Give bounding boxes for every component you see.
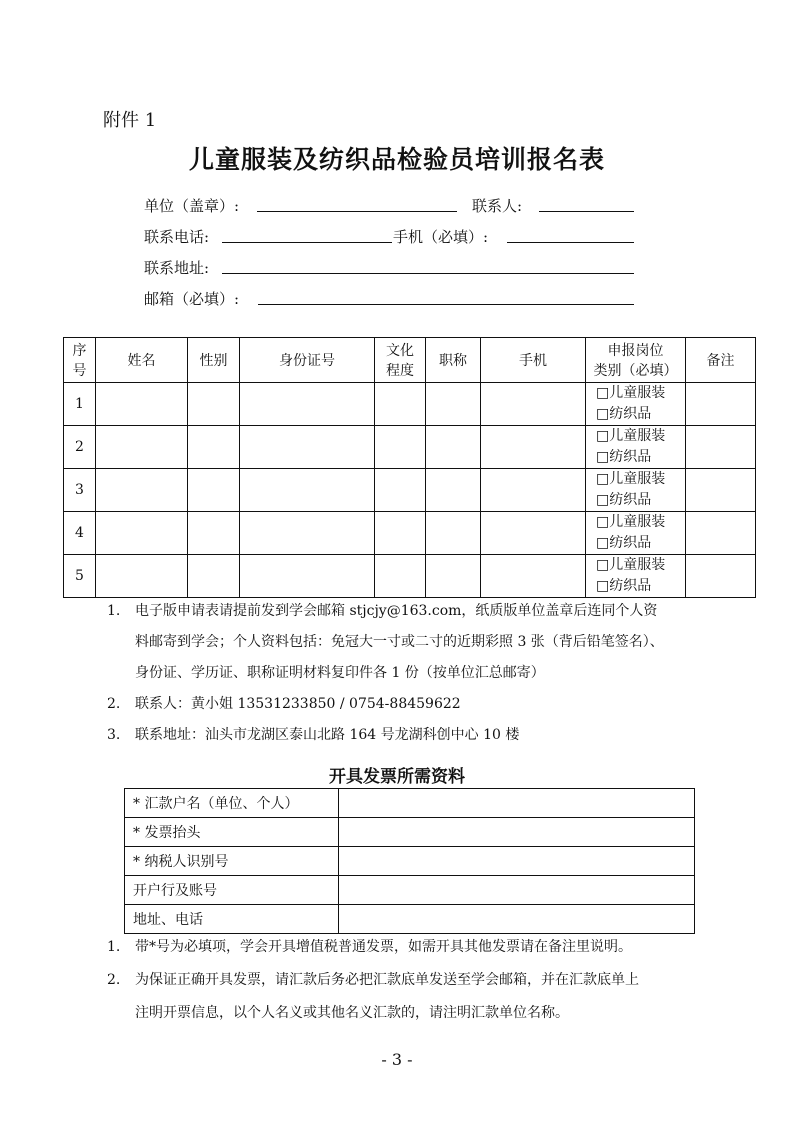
remark-cell[interactable]	[686, 469, 756, 512]
list-item	[107, 720, 767, 751]
contact-field[interactable]	[539, 211, 634, 212]
option-childrens-clothing[interactable]: □儿童服装	[596, 385, 666, 401]
id-number-cell[interactable]	[240, 512, 375, 555]
note-line: 为保证正确开具发票，请汇款后务必把汇款底单发送至学会邮箱，并在汇款底单上	[135, 972, 639, 988]
header-id-number: 身份证号	[240, 338, 375, 383]
note-number: 3.	[107, 727, 121, 743]
name-cell[interactable]	[96, 555, 188, 598]
title-cell[interactable]	[426, 383, 481, 426]
education-cell[interactable]	[375, 555, 426, 598]
gender-cell[interactable]	[188, 426, 240, 469]
note-number: 1.	[107, 603, 121, 619]
education-cell[interactable]	[375, 512, 426, 555]
address-field[interactable]	[222, 273, 634, 274]
invoice-value-cell[interactable]	[339, 876, 695, 905]
option-textiles[interactable]: □纺织品	[596, 535, 652, 551]
option-textiles[interactable]: □纺织品	[596, 406, 652, 422]
row-seq: 2	[64, 426, 96, 469]
page-number: - 3 -	[381, 1050, 413, 1069]
note-line: 联系人：黄小姐 13531233850 / 0754-88459622	[135, 696, 461, 712]
contact-label: 联系人:	[472, 197, 523, 215]
table-row	[64, 555, 756, 598]
gender-cell[interactable]	[188, 469, 240, 512]
list-item	[107, 596, 767, 689]
id-number-cell[interactable]	[240, 469, 375, 512]
page-title: 儿童服装及纺织品检验员培训报名表	[188, 145, 605, 174]
post-options	[586, 383, 686, 426]
id-number-cell[interactable]	[240, 426, 375, 469]
name-cell[interactable]	[96, 426, 188, 469]
invoice-label: 地址、电话	[125, 905, 339, 934]
name-cell[interactable]	[96, 512, 188, 555]
row-seq: 5	[64, 555, 96, 598]
invoice-value-cell[interactable]	[339, 818, 695, 847]
invoice-label: 开户行及账号	[125, 876, 339, 905]
mobile-cell[interactable]	[481, 426, 586, 469]
invoice-notes	[107, 931, 767, 1030]
header-seq: 序 号	[64, 338, 96, 383]
education-cell[interactable]	[375, 469, 426, 512]
education-cell[interactable]	[375, 426, 426, 469]
invoice-title: 开具发票所需资料	[329, 767, 465, 787]
invoice-label: * 纳税人识别号	[125, 847, 339, 876]
id-number-cell[interactable]	[240, 555, 375, 598]
registration-notes	[107, 596, 767, 751]
mobile-cell[interactable]	[481, 383, 586, 426]
header-gender: 性别	[188, 338, 240, 383]
note-line: 电子版申请表请提前发到学会邮箱 stjcjy@163.com，纸质版单位盖章后连同个人资	[135, 603, 658, 619]
name-cell[interactable]	[96, 469, 188, 512]
header-mobile: 手机	[481, 338, 586, 383]
phone-label: 联系电话:	[144, 228, 210, 246]
remark-cell[interactable]	[686, 426, 756, 469]
option-childrens-clothing[interactable]: □儿童服装	[596, 514, 666, 530]
option-textiles[interactable]: □纺织品	[596, 492, 652, 508]
table-row	[125, 847, 695, 876]
post-options	[586, 426, 686, 469]
remark-cell[interactable]	[686, 512, 756, 555]
table-row	[64, 383, 756, 426]
header-remark: 备注	[686, 338, 756, 383]
email-field[interactable]	[258, 304, 634, 305]
row-seq: 4	[64, 512, 96, 555]
unit-label: 单位（盖章）:	[144, 197, 240, 215]
invoice-label: * 发票抬头	[125, 818, 339, 847]
id-number-cell[interactable]	[240, 383, 375, 426]
header-education: 文化 程度	[375, 338, 426, 383]
option-childrens-clothing[interactable]: □儿童服装	[596, 557, 666, 573]
table-row	[125, 818, 695, 847]
registration-table	[63, 337, 756, 598]
invoice-value-cell[interactable]	[339, 789, 695, 818]
row-seq: 3	[64, 469, 96, 512]
header-name: 姓名	[96, 338, 188, 383]
table-row	[125, 789, 695, 818]
table-row	[125, 905, 695, 934]
row-seq: 1	[64, 383, 96, 426]
gender-cell[interactable]	[188, 383, 240, 426]
education-cell[interactable]	[375, 383, 426, 426]
phone-field[interactable]	[222, 242, 392, 243]
title-cell[interactable]	[426, 469, 481, 512]
gender-cell[interactable]	[188, 512, 240, 555]
mobile-label: 手机（必填）:	[393, 228, 489, 246]
note-number: 2.	[107, 696, 121, 712]
invoice-value-cell[interactable]	[339, 847, 695, 876]
option-textiles[interactable]: □纺织品	[596, 578, 652, 594]
remark-cell[interactable]	[686, 555, 756, 598]
invoice-table	[124, 788, 695, 934]
note-line: 带*号为必填项，学会开具增值税普通发票，如需开具其他发票请在备注里说明。	[135, 939, 632, 955]
post-options	[586, 512, 686, 555]
header-post: 申报岗位 类别（必填）	[586, 338, 686, 383]
note-line: 注明开票信息，以个人名义或其他名义汇款的，请注明汇款单位名称。	[135, 1005, 569, 1021]
table-row	[64, 512, 756, 555]
note-line: 身份证、学历证、职称证明材料复印件各 1 份（按单位汇总邮寄）	[135, 665, 545, 681]
remark-cell[interactable]	[686, 383, 756, 426]
table-header-row	[64, 338, 756, 383]
email-label: 邮箱（必填）:	[144, 290, 240, 308]
note-line: 料邮寄到学会；个人资料包括：免冠大一寸或二寸的近期彩照 3 张（背后铅笔签名）、	[135, 634, 664, 650]
mobile-cell[interactable]	[481, 469, 586, 512]
option-childrens-clothing[interactable]: □儿童服装	[596, 471, 666, 487]
invoice-label: * 汇款户名（单位、个人）	[125, 789, 339, 818]
option-textiles[interactable]: □纺织品	[596, 449, 652, 465]
table-row	[64, 426, 756, 469]
post-options	[586, 469, 686, 512]
table-row	[125, 876, 695, 905]
title-cell[interactable]	[426, 426, 481, 469]
invoice-value-cell[interactable]	[339, 905, 695, 934]
note-number: 1.	[107, 939, 121, 955]
mobile-cell[interactable]	[481, 512, 586, 555]
address-label: 联系地址:	[144, 259, 210, 277]
post-options	[586, 555, 686, 598]
note-line: 联系地址：汕头市龙湖区泰山北路 164 号龙湖科创中心 10 楼	[135, 727, 520, 743]
list-item	[107, 689, 767, 720]
title-cell[interactable]	[426, 555, 481, 598]
list-item	[107, 964, 767, 1030]
list-item	[107, 931, 767, 964]
mobile-cell[interactable]	[481, 555, 586, 598]
note-number: 2.	[107, 972, 121, 988]
header-title: 职称	[426, 338, 481, 383]
attachment-label: 附件 1	[103, 110, 157, 131]
gender-cell[interactable]	[188, 555, 240, 598]
unit-field[interactable]	[257, 211, 457, 212]
name-cell[interactable]	[96, 383, 188, 426]
title-cell[interactable]	[426, 512, 481, 555]
option-childrens-clothing[interactable]: □儿童服装	[596, 428, 666, 444]
table-row	[64, 469, 756, 512]
mobile-field[interactable]	[507, 242, 634, 243]
